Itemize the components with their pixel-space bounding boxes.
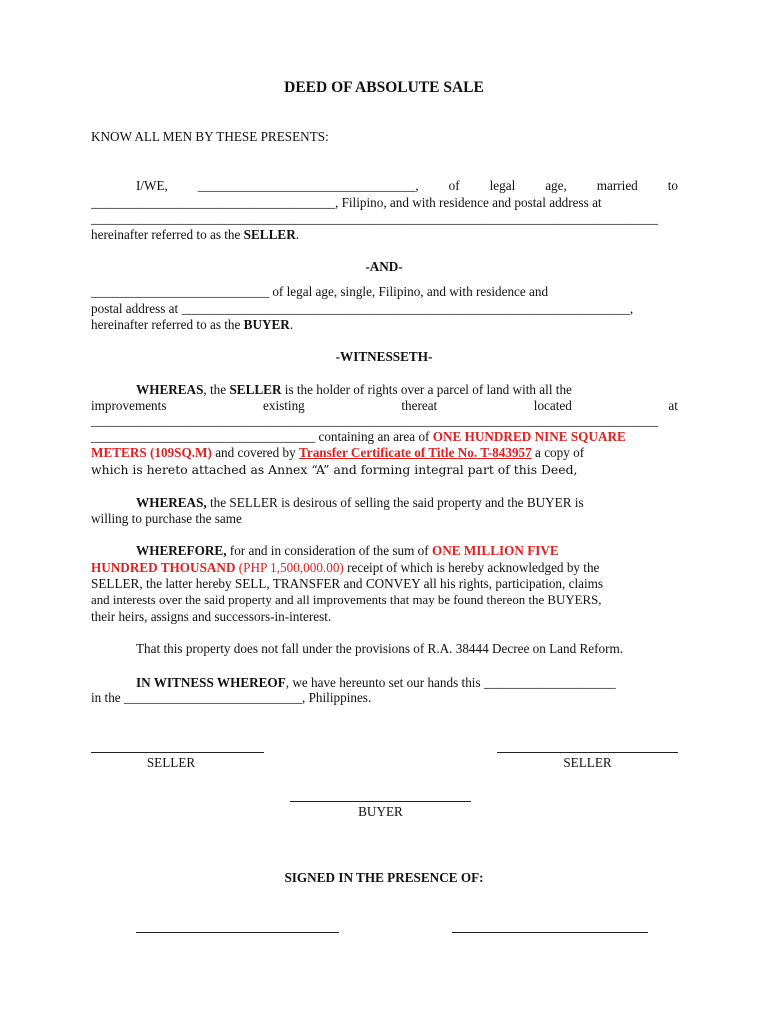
whereas2-line-1: WHEREAS, the SELLER is desirous of selling the said property and the BUYER is [136,495,584,510]
witness-left-signature-line [136,932,339,933]
whereas1-line-5: METERS (109SQ.M) and covered by Transfer Certificate of Title No. T-843957 a copy of [91,445,585,460]
witness-line-1: IN WITNESS WHEREOF, we have hereunto set our hands this ____________________ [136,675,616,690]
document-title: DEED OF ABSOLUTE SALE [284,79,484,96]
title-certificate-link: Transfer Certificate of Title No. T-843957 [299,445,532,460]
land-reform-clause: That this property does not fall under the provisions of R.A. 38444 Decree on Land Reform. [136,641,624,656]
buyer-signature-line [290,801,471,802]
witness-line-2: in the ___________________________, Philippines. [91,690,372,705]
whereas2-line-2: willing to purchase the same [91,511,242,526]
wherefore-line-5: their heirs, assigns and successors-in-interest. [91,609,332,624]
buyer-paragraph-line-2: postal address at ____________________________________________________________________, [91,301,634,316]
presence-heading: SIGNED IN THE PRESENCE OF: [284,870,484,885]
witness-right-signature-line [452,932,648,933]
buyer-paragraph-line-3: hereinafter referred to as the BUYER. [91,317,294,332]
witnesseth-heading: -WITNESSETH- [335,349,433,364]
buyer-paragraph-line-1: ___________________________ of legal age, single, Filipino, and with residence and [91,284,549,299]
wherefore-line-1: WHEREFORE, for and in consideration of the sum of ONE MILLION FIVE [136,543,559,558]
seller-paragraph-line-3: ______________________________________________________________________________________ [91,211,659,226]
seller-paragraph-line-1: I/WE, _________________________________, of legal age, married to [136,178,678,193]
seller-paragraph-line-2: _____________________________________, Filipino, and with residence and postal address at [91,195,602,210]
whereas1-line-6: which is hereto attached as Annex “A” and forming integral part of this Deed, [91,462,578,477]
intro-line: KNOW ALL MEN BY THESE PRESENTS: [91,129,329,144]
seller-left-label: SELLER [146,755,196,770]
wherefore-line-4: and interests over the said property and all improvements that may be found thereon the BUYERS, [91,593,602,607]
and-heading: -AND- [365,259,403,274]
whereas1-line-3: ______________________________________________________________________________________ [91,413,659,428]
buyer-label: BUYER [358,804,403,819]
whereas1-line-4: __________________________________ containing an area of ONE HUNDRED NINE SQUARE [91,429,626,444]
seller-left-signature-line [91,752,264,753]
whereas1-line-2: improvements existing thereat located at [91,398,678,413]
wherefore-line-2: HUNDRED THOUSAND (PHP 1,500,000.00) receipt of which is hereby acknowledged by the [91,560,600,575]
seller-right-label: SELLER [563,755,612,770]
seller-paragraph-line-4: hereinafter referred to as the SELLER. [91,227,300,242]
whereas1-line-1: WHEREAS, the SELLER is the holder of rights over a parcel of land with all the [136,382,572,397]
wherefore-line-3: SELLER, the latter hereby SELL, TRANSFER and CONVEY all his rights, participation, claims [91,576,604,591]
seller-right-signature-line [497,752,678,753]
